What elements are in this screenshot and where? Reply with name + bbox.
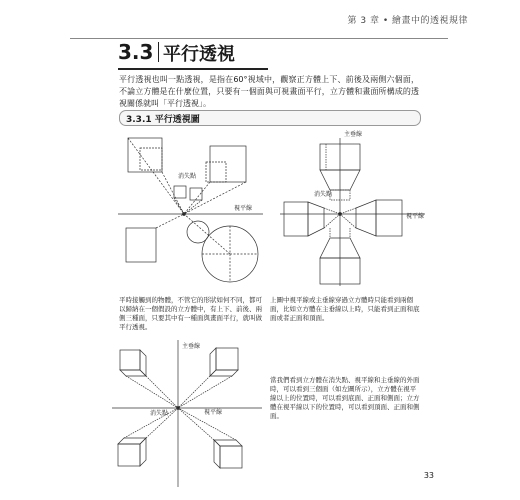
vp-label-2: 消失點: [314, 191, 333, 198]
prism-right: [376, 200, 402, 236]
section-underline: [118, 68, 268, 70]
figure-four-boxes: [112, 332, 262, 487]
box-bottom-left: [118, 444, 140, 466]
caption-left: 平時接觸到的物體，不管它的形狀如何不同，都可以歸納在一個假設的立方體中，有上下、前後、兩側三種面，只要其中有一種面與畫面平行，就叫做平行透視。: [119, 296, 262, 331]
header-rule: [70, 38, 448, 39]
box-top-right: [216, 348, 238, 370]
caption-bottom: 當我們看到立方體在消失點、視平線和主垂線的外面時，可以看到三個面（如左圖所示），立方體在視平線以上的位置時，可以看到底面、正面和側面；立方體在視平線以下的位置時，可以看到頂面、正面和側面。: [270, 376, 420, 420]
box-top-left: [120, 350, 140, 370]
vertical-label-3: 主垂線: [182, 343, 201, 350]
square-top-left: [128, 138, 162, 172]
section-number: 3.3: [118, 40, 154, 64]
section-divider: [158, 42, 159, 62]
subsection-title: 3.3.1 平行透視圖: [126, 115, 200, 125]
prism-left: [284, 202, 308, 236]
section-title: 平行透視: [163, 44, 235, 65]
square-center-small: [174, 186, 186, 198]
horizon-label-2: 視平線: [406, 213, 425, 220]
subsection-heading: [119, 110, 421, 126]
caption-right: 上圖中視平線或主垂線穿過立方體時只能看到兩個面，比如立方體在主垂線以上時，只能看到正面和底面或者正面和頂面。: [270, 296, 420, 322]
vp-label-3: 消失點: [150, 410, 169, 417]
section-heading: [70, 40, 448, 65]
vp-label-1: 消失點: [178, 173, 197, 180]
square-top-right: [210, 146, 246, 182]
intro-paragraph: 平行透視也叫一點透視，是指在60°視域中，觀察正方體上下、前後及兩側六個面，不論立方體是在什麼位置，只要有一個面與可視畫面平行，立方體和畫面所構成的透視關係就叫「平行透視」。: [119, 75, 419, 108]
box-bottom-right: [220, 446, 242, 468]
horizon-label-3: 視平線: [204, 409, 223, 416]
horizon-label-1: 視平線: [234, 205, 253, 212]
vertical-label-2: 主垂線: [344, 131, 363, 138]
square-bottom-left: [126, 228, 156, 262]
figure-boxes-circles: [118, 128, 263, 288]
chapter-tag: 第 3 章 • 繪畫中的透視規律: [347, 16, 468, 26]
figure-cross-prisms: [280, 128, 425, 288]
page-number: 33: [423, 471, 434, 480]
